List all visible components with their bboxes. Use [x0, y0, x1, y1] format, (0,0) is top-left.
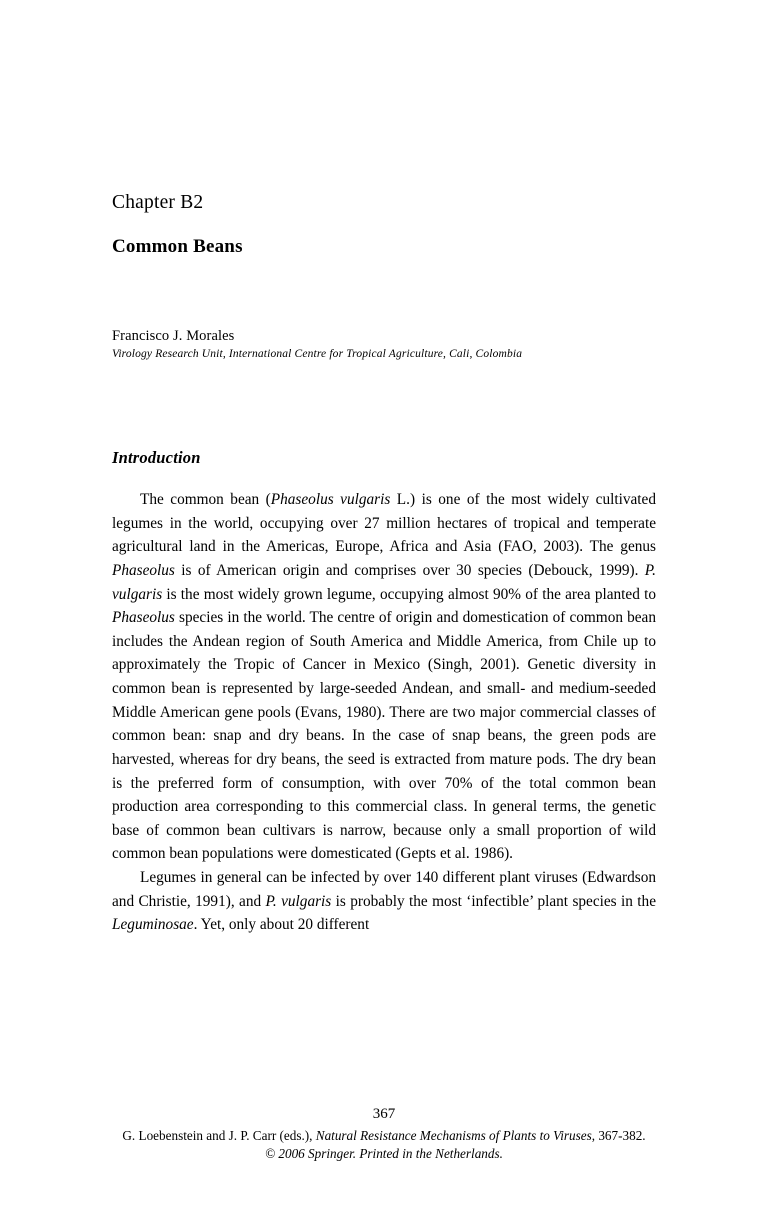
text-run: species in the world. The centre of origin and domestication of common bean includes the Andean region of South America and Middle America, from Chile up to approximately the Tropic of Cancer in Mexico (Singh, 2001). Genetic diversity in common bean is represented by large-seeded Andean, and small- and medium-seeded Middle American gene pools (Evans, 1980). There are two major commercial classes of common bean: snap and dry beans. In the case of snap beans, the green pods are harvested, whereas for dry beans, the seed is extracted from mature pods. The dry bean is the preferred form of consumption, with over 70% of the total common bean production area corresponding to this commercial class. In general terms, the genetic base of common bean cultivars is narrow, because only a small proportion of wild common bean populations were domesticated (Gepts et al. 1986). [112, 609, 656, 863]
citation-title: Natural Resistance Mechanisms of Plants to Viruses [315, 1127, 592, 1143]
footer-citation [0, 1127, 768, 1146]
italic-term: P. vulgaris [112, 561, 656, 603]
text-run: . Yet, only about 20 different [193, 916, 370, 934]
footer-copyright: © 2006 Springer. Printed in the Netherlands. [265, 1146, 503, 1162]
citation-prefix: G. Loebenstein and J. P. Carr (eds.), [122, 1127, 316, 1143]
italic-term: P. vulgaris [265, 892, 332, 910]
text-run: L.) is one of the most widely cultivated legumes in the world, occupying over 27 million hectares of tropical and temperate agricultural land in the Americas, Europe, Africa and Asia (FAO, 2003). The genus [112, 491, 656, 556]
chapter-label: Chapter B2 [112, 192, 204, 213]
paragraph [112, 488, 656, 866]
italic-term: Phaseolus vulgaris [270, 491, 391, 508]
author-name: Francisco J. Morales [112, 328, 235, 344]
page-number: 367 [372, 1105, 396, 1122]
text-run: is the most widely grown legume, occupying almost 90% of the area planted to [162, 585, 656, 603]
section-heading-introduction: Introduction [112, 448, 201, 467]
chapter-title: Common Beans [112, 236, 243, 257]
text-run: Legumes in general can be infected by over 140 different plant viruses (Edwardson and Christie, 1991), and [112, 869, 656, 910]
italic-term: Phaseolus [112, 609, 175, 627]
citation-suffix: , 367-382. [591, 1127, 646, 1143]
text-run: is probably the most ‘infectible’ plant species in the [331, 892, 656, 910]
author-affiliation: Virology Research Unit, International Centre for Tropical Agriculture, Cali, Colombia [112, 348, 523, 360]
text-run: The common bean ( [140, 491, 271, 508]
paragraph [112, 866, 656, 937]
italic-term: Leguminosae [112, 916, 194, 934]
italic-term: Phaseolus [112, 561, 175, 579]
page-footer [0, 1106, 768, 1164]
body-text [112, 488, 656, 937]
document-page [0, 192, 768, 1216]
text-run: is of American origin and comprises over 30 species (Debouck, 1999). [174, 561, 645, 579]
